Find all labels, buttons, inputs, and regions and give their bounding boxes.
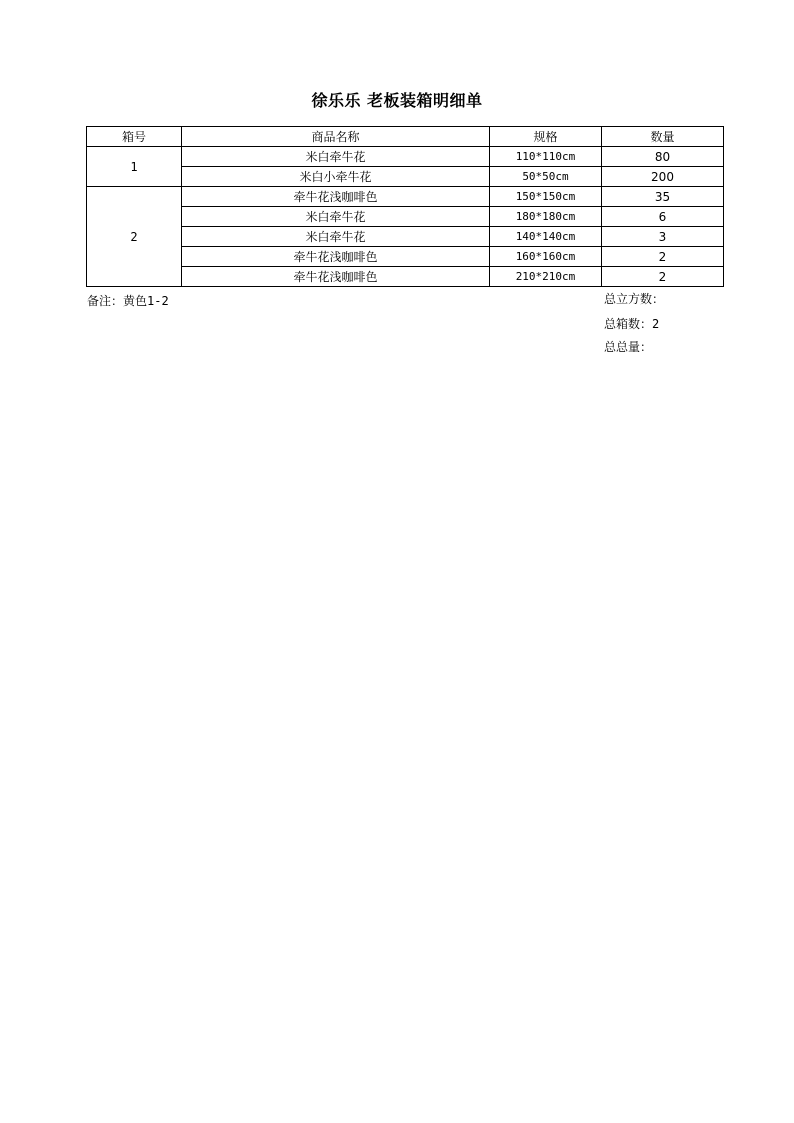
product-name-cell: 米白牵牛花	[182, 207, 490, 227]
total-boxes-label: 总箱数：	[604, 317, 653, 331]
remark-value: 黄色1-2	[123, 294, 169, 308]
product-name-cell: 米白牵牛花	[182, 147, 490, 167]
total-weight	[604, 338, 652, 355]
total-volume-label: 总立方数：	[604, 292, 665, 306]
table-row	[87, 147, 724, 167]
total-weight-label: 总总量：	[604, 340, 653, 354]
table-row	[87, 247, 724, 267]
table-row	[87, 167, 724, 187]
packing-list-table	[86, 126, 724, 287]
quantity-cell: 80	[602, 147, 724, 167]
header-product-name: 商品名称	[182, 127, 490, 147]
total-volume	[604, 290, 664, 307]
remark-label: 备注：	[87, 294, 124, 308]
header-box-number: 箱号	[87, 127, 182, 147]
header-quantity: 数量	[602, 127, 724, 147]
total-boxes-value: 2	[652, 317, 660, 331]
spec-cell: 50*50cm	[490, 167, 602, 187]
table-row	[87, 227, 724, 247]
product-name-cell: 米白小牵牛花	[182, 167, 490, 187]
remark	[87, 292, 169, 309]
document-title: 徐乐乐 老板装箱明细单	[311, 91, 483, 110]
table-row	[87, 207, 724, 227]
spec-cell: 160*160cm	[490, 247, 602, 267]
quantity-cell: 3	[602, 227, 724, 247]
total-boxes	[604, 315, 659, 332]
quantity-cell: 2	[602, 267, 724, 287]
spec-cell: 150*150cm	[490, 187, 602, 207]
spec-cell: 210*210cm	[490, 267, 602, 287]
product-name-cell: 牵牛花浅咖啡色	[182, 247, 490, 267]
product-name-cell: 牵牛花浅咖啡色	[182, 267, 490, 287]
box-number-cell: 2	[87, 187, 182, 287]
box-number-cell: 1	[87, 147, 182, 187]
table-row	[87, 187, 724, 207]
quantity-cell: 2	[602, 247, 724, 267]
quantity-cell: 200	[602, 167, 724, 187]
spec-cell: 140*140cm	[490, 227, 602, 247]
header-spec: 规格	[490, 127, 602, 147]
table-header-row	[87, 127, 724, 147]
table-row	[87, 267, 724, 287]
spec-cell: 110*110cm	[490, 147, 602, 167]
quantity-cell: 6	[602, 207, 724, 227]
quantity-cell: 35	[602, 187, 724, 207]
spec-cell: 180*180cm	[490, 207, 602, 227]
product-name-cell: 米白牵牛花	[182, 227, 490, 247]
product-name-cell: 牵牛花浅咖啡色	[182, 187, 490, 207]
